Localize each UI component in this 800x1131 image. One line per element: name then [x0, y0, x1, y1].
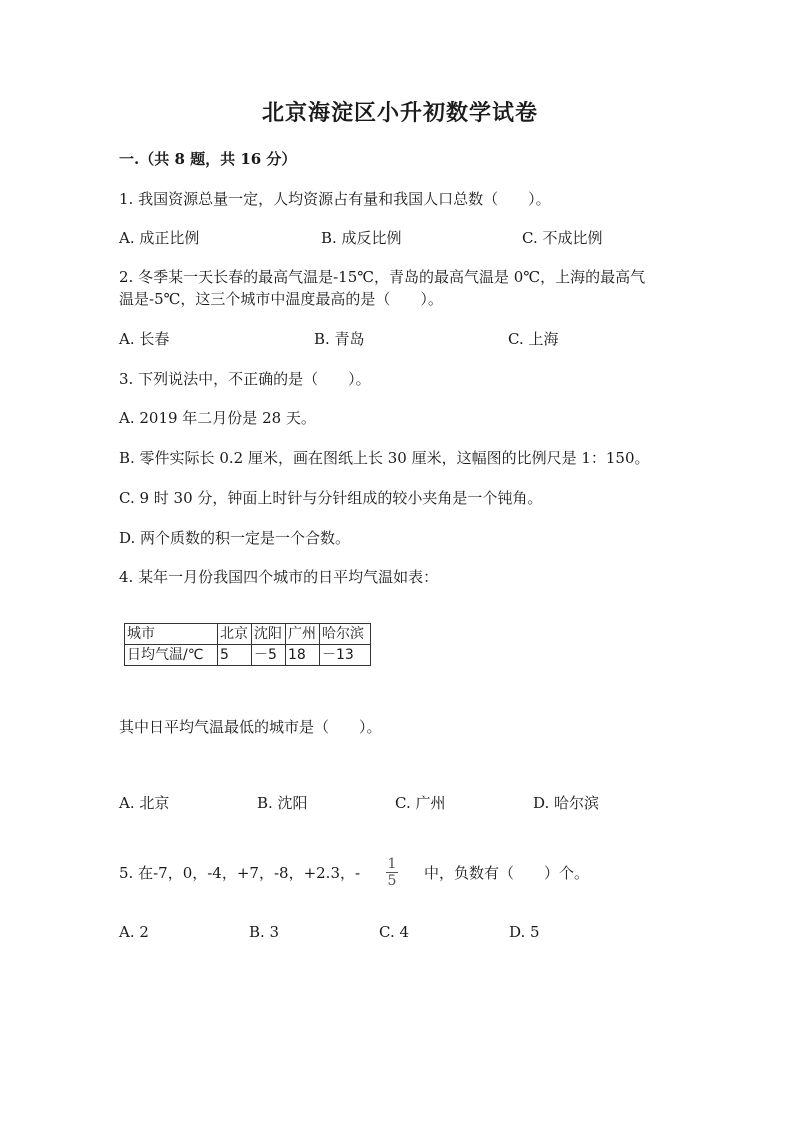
q1-option-c: C. 不成比例: [522, 229, 603, 247]
question-2-line-1: 2. 冬季某一天长春的最高气温是-15℃，青岛的最高气温是 0℃，上海的最高气: [119, 268, 646, 286]
fraction-denominator: 5: [387, 873, 397, 889]
table-cell: －13: [320, 645, 371, 666]
table-cell: 哈尔滨: [320, 624, 371, 645]
exam-title: 北京海淀区小升初数学试卷: [261, 100, 538, 126]
q5-option-d: D. 5: [509, 923, 540, 941]
table-cell: 广州: [286, 624, 320, 645]
q4-option-a: A. 北京: [119, 794, 170, 812]
question-4: 4. 某年一月份我国四个城市的日平均气温如表：: [119, 568, 439, 586]
question-5-suffix: 中，负数有（ ）个。: [424, 864, 590, 882]
table-row: [125, 645, 371, 666]
q3-option-d: D. 两个质数的积一定是一个合数。: [119, 529, 351, 547]
question-2-line-2: 温是-5℃，这三个城市中温度最高的是（ ）。: [119, 290, 443, 308]
q4-option-d: D. 哈尔滨: [533, 794, 600, 812]
temperature-table: [124, 623, 371, 666]
question-3: 3. 下列说法中，不正确的是（ ）。: [119, 370, 371, 388]
table-cell: 城市: [125, 624, 218, 645]
q5-option-c: C. 4: [379, 923, 410, 941]
q4-option-b: B. 沈阳: [257, 794, 308, 812]
q3-option-b: B. 零件实际长 0.2 厘米，画在图纸上长 30 厘米，这幅图的比例尺是 1：150。: [119, 449, 650, 467]
table-cell: 18: [286, 645, 320, 666]
table-cell: 北京: [218, 624, 252, 645]
question-4-prompt: 其中日平均气温最低的城市是（ ）。: [119, 718, 382, 736]
table-cell: 5: [218, 645, 252, 666]
q1-option-b: B. 成反比例: [321, 229, 402, 247]
question-1: 1. 我国资源总量一定，人均资源占有量和我国人口总数（ ）。: [119, 190, 551, 208]
fraction-numerator: 1: [387, 856, 397, 872]
q5-option-a: A. 2: [119, 923, 149, 941]
q2-option-b: B. 青岛: [314, 330, 365, 348]
table-cell: 沈阳: [252, 624, 286, 645]
q3-option-c: C. 9 时 30 分，钟面上时针与分针组成的较小夹角是一个钝角。: [119, 489, 543, 507]
q2-option-a: A. 长春: [119, 330, 170, 348]
q2-option-c: C. 上海: [508, 330, 559, 348]
table-cell: －5: [252, 645, 286, 666]
q5-option-b: B. 3: [249, 923, 280, 941]
fraction-one-fifth: [384, 856, 400, 889]
table-header-row: [125, 624, 371, 645]
section-heading: 一.（共 8 题，共 16 分）: [119, 150, 297, 168]
q3-option-a: A. 2019 年二月份是 28 天。: [119, 409, 316, 427]
table-cell: 日均气温/℃: [125, 645, 218, 666]
q4-option-c: C. 广州: [395, 794, 446, 812]
question-5-prefix: 5. 在-7，0，-4，+7，-8，+2.3，-: [119, 864, 361, 882]
q1-option-a: A. 成正比例: [119, 229, 200, 247]
